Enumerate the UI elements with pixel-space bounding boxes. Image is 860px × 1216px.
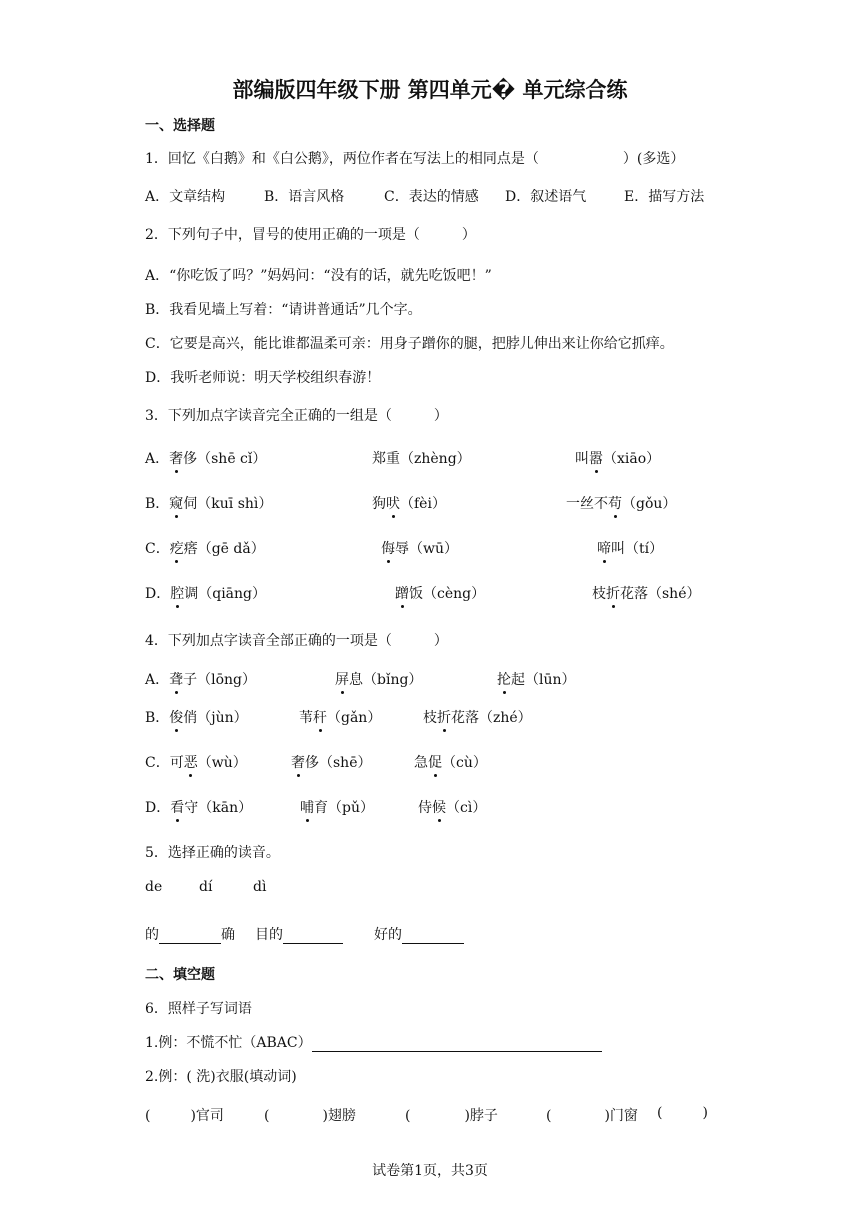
- q1-option-c: C．表达的情感: [384, 189, 479, 205]
- q4-a-item-3: 抡起（lūn）: [497, 669, 576, 689]
- q4-d-item-3: 侍候（cì）: [418, 797, 486, 817]
- q3-c-item-1: C．疙瘩（gē dǎ）: [145, 538, 265, 558]
- q3-d-item-1: D．腔调（qiāng）: [145, 583, 266, 603]
- q5-pinyin-2: dí: [199, 879, 213, 895]
- q1-option-a: A．文章结构: [145, 189, 226, 205]
- page-title: 部编版四年级下册 第四单元� 单元综合练: [232, 78, 628, 102]
- q6-fill-3: ( )脖子: [405, 1108, 498, 1124]
- q3-c-item-3: 啼叫（tí）: [597, 538, 663, 558]
- question-3-stem: 3．下列加点字读音完全正确的一组是（ ）: [145, 408, 448, 424]
- answer-blank[interactable]: [283, 929, 343, 944]
- section-heading-fill: 二、填空题: [145, 967, 215, 983]
- q6-fill-1: ( )官司: [145, 1108, 224, 1124]
- q5-blank-1: 的 确: [145, 927, 235, 943]
- q2-option-a: A．“你吃饭了吗？”妈妈问：“没有的话，就先吃饭吧！”: [145, 268, 492, 284]
- q6-fill-5: ( ): [657, 1105, 708, 1121]
- q2-option-d: D．我听老师说：明天学校组织春游！: [145, 370, 381, 386]
- question-2-stem: 2．下列句子中，冒号的使用正确的一项是（ ）: [145, 227, 476, 243]
- q4-d-item-2: 哺育（pǔ）: [300, 797, 374, 817]
- q3-d-item-2: 蹭饭（cèng）: [395, 583, 485, 603]
- q1-option-e: E．描写方法: [624, 189, 705, 205]
- q4-d-item-1: D．看守（kān）: [145, 797, 252, 817]
- q3-a-item-1: A．奢侈（shē cǐ）: [145, 448, 266, 468]
- q4-b-item-3: 枝折花落（zhé）: [423, 707, 532, 727]
- question-1-stem: 1．回忆《白鹅》和《白公鹅》，两位作者在写法上的相同点是（ ）(多选）: [145, 151, 685, 167]
- q6-fill-4: ( )门窗: [546, 1108, 638, 1124]
- q3-a-item-2: 郑重（zhèng）: [372, 451, 471, 467]
- q3-a-item-3: 叫嚣（xiāo）: [575, 448, 660, 468]
- question-6-stem: 6．照样子写词语: [145, 1001, 252, 1017]
- q3-d-item-3: 枝折花落（shé）: [592, 583, 701, 603]
- q4-a-item-2: 屏息（bǐng）: [335, 669, 422, 689]
- q5-pinyin-3: dì: [253, 879, 267, 895]
- q1-option-b: B．语言风格: [264, 189, 345, 205]
- q3-b-item-3: 一丝不苟（gǒu）: [566, 493, 676, 513]
- q4-c-item-3: 急促（cù）: [414, 752, 487, 772]
- q3-c-item-2: 侮辱（wū）: [381, 538, 458, 558]
- q4-a-item-1: A．聋子（lōng）: [145, 669, 256, 689]
- q5-blank-2: 目的: [255, 924, 343, 944]
- q4-c-item-1: C．可恶（wù）: [145, 752, 247, 772]
- q1-option-d: D．叙述语气: [505, 189, 587, 205]
- q2-option-b: B．我看见墙上写着：“请讲普通话”几个字。: [145, 302, 422, 318]
- q5-blank-3: 好的: [374, 924, 464, 944]
- q5-pinyin-1: de: [145, 879, 163, 895]
- answer-blank[interactable]: [159, 929, 221, 944]
- q6-example-2: 2.例：( 洗)衣服(填动词): [145, 1069, 297, 1085]
- answer-blank[interactable]: [312, 1037, 602, 1052]
- q2-option-c: C．它要是高兴，能比谁都温柔可亲：用身子蹭你的腿，把脖儿伸出来让你给它抓痒。: [145, 336, 674, 352]
- q6-example-1: 1.例：不慌不忙（ABAC）: [145, 1032, 602, 1052]
- q4-c-item-2: 奢侈（shē）: [291, 752, 372, 772]
- section-heading-choice: 一、选择题: [145, 118, 215, 134]
- q6-fill-2: ( )翅膀: [264, 1108, 356, 1124]
- q4-b-item-1: B．俊俏（jùn）: [145, 707, 248, 727]
- page-footer: 试卷第1页，共3页: [372, 1163, 488, 1179]
- question-5-stem: 5．选择正确的读音。: [145, 845, 280, 861]
- q4-b-item-2: 苇秆（gǎn）: [299, 707, 381, 727]
- question-4-stem: 4．下列加点字读音全部正确的一项是（ ）: [145, 633, 448, 649]
- q3-b-item-1: B．窥伺（kuī shì）: [145, 493, 272, 513]
- answer-blank[interactable]: [402, 929, 464, 944]
- q3-b-item-2: 狗吠（fèi）: [372, 493, 446, 513]
